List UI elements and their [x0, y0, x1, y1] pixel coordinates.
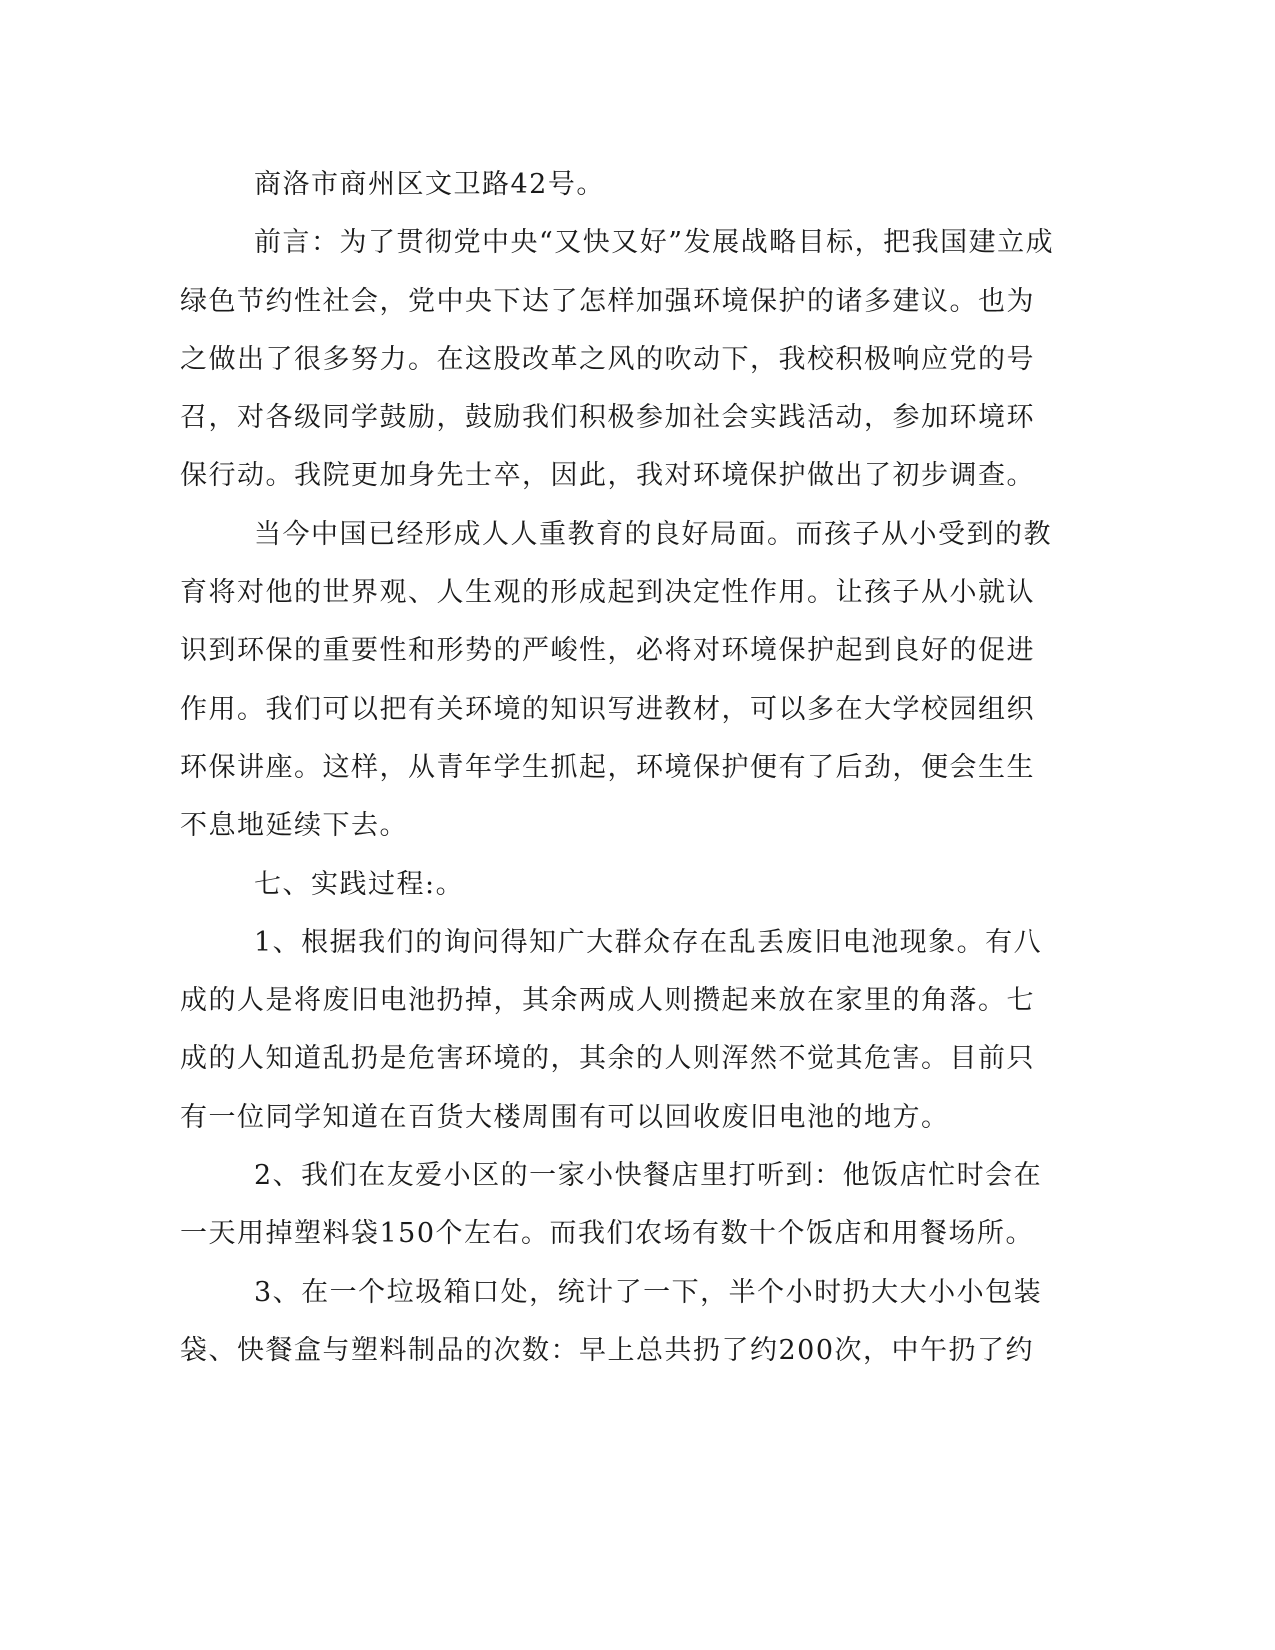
text-line: 不息地延续下去。 — [180, 810, 408, 842]
text-line: 有一位同学知道在百货大楼周围有可以回收废旧电池的地方。 — [180, 1101, 950, 1133]
text-line: 成的人知道乱扔是危害环境的，其余的人则浑然不觉其危害。目前只 — [180, 1043, 1035, 1075]
text-line: 3、在一个垃圾箱口处，统计了一下，半个小时扔大大小小包装 — [254, 1276, 1043, 1308]
text-line: 前言：为了贯彻党中央“又快又好”发展战略目标，把我国建立成 — [254, 227, 1055, 259]
text-line: 成的人是将废旧电池扔掉，其余两成人则攒起来放在家里的角落。七 — [180, 985, 1035, 1017]
text-line: 作用。我们可以把有关环境的知识写进教材，可以多在大学校园组织 — [180, 693, 1035, 725]
text-line: 绿色节约性社会，党中央下达了怎样加强环境保护的诸多建议。也为 — [180, 285, 1035, 317]
text-line: 之做出了很多努力。在这股改革之风的吹动下，我校积极响应党的号 — [180, 343, 1035, 375]
text-line: 袋、快餐盒与塑料制品的次数：早上总共扔了约200次，中午扔了约 — [180, 1334, 1035, 1366]
section-heading: 七、实践过程:。 — [254, 868, 465, 900]
document-body — [180, 156, 1055, 1380]
text-line: 一天用掉塑料袋150个左右。而我们农场有数十个饭店和用餐场所。 — [180, 1218, 1035, 1250]
text-line: 1、根据我们的询问得知广大群众存在乱丢废旧电池现象。有八 — [254, 926, 1043, 958]
text-line: 环保讲座。这样，从青年学生抓起，环境保护便有了后劲，便会生生 — [180, 751, 1035, 783]
text-line: 当今中国已经形成人人重教育的良好局面。而孩子从小受到的教 — [254, 518, 1052, 550]
text-line: 2、我们在友爱小区的一家小快餐店里打听到：他饭店忙时会在 — [254, 1160, 1043, 1192]
text-line: 育将对他的世界观、人生观的形成起到决定性作用。让孩子从小就认 — [180, 577, 1035, 609]
text-line: 识到环保的重要性和形势的严峻性，必将对环境保护起到良好的促进 — [180, 635, 1035, 667]
text-line: 召，对各级同学鼓励，鼓励我们积极参加社会实践活动，参加环境环 — [180, 402, 1035, 434]
text-line: 商洛市商州区文卫路42号。 — [254, 169, 605, 200]
text-line: 保行动。我院更加身先士卒，因此，我对环境保护做出了初步调查。 — [180, 460, 1035, 492]
